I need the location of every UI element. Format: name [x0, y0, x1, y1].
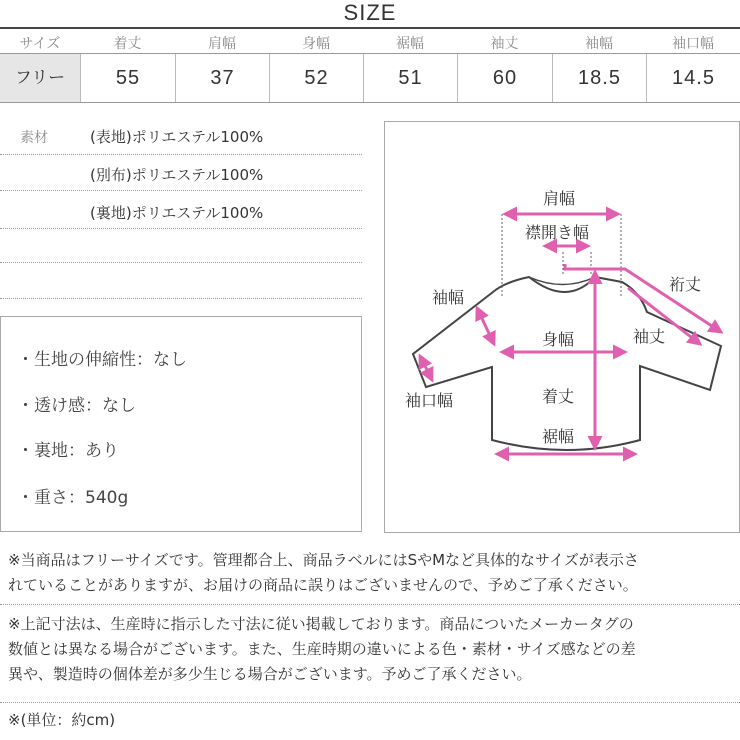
- garment-illustration: [385, 122, 740, 534]
- label-hem: 裾幅: [542, 427, 575, 446]
- header-sleeve-length: 袖丈: [490, 36, 519, 52]
- size-table-header: [0, 33, 740, 53]
- header-size: サイズ: [19, 36, 61, 52]
- size-value: フリー: [0, 54, 80, 102]
- divider: [0, 702, 740, 704]
- material-item: (別布)ポリエステル100%: [90, 166, 264, 184]
- sleeve-width-value: 18.5: [552, 54, 646, 102]
- features-box: [0, 316, 362, 532]
- title-rule: [0, 27, 740, 29]
- header-body-width: 身幅: [302, 36, 330, 52]
- material-item: (表地)ポリエステル100%: [90, 128, 264, 146]
- divider: [0, 190, 362, 192]
- label-cuff: 袖口幅: [405, 391, 454, 410]
- feature-weight: ・重さ：540g: [17, 488, 129, 508]
- note-line: ※上記寸法は、生産時に指示した寸法に従い掲載しております。商品についたメーカータグの: [8, 615, 634, 633]
- divider: [0, 262, 362, 264]
- size-title: SIZE: [343, 0, 397, 25]
- divider: [0, 604, 740, 606]
- feature-lining: ・裏地：あり: [17, 441, 119, 461]
- label-sleeve-width: 袖幅: [432, 288, 465, 307]
- note-free-size: [8, 548, 738, 598]
- length-value: 55: [80, 54, 175, 102]
- header-hem: 裾幅: [396, 36, 424, 52]
- note-line: 数値とは異なる場合がございます。また、生産時期の違いによる色・素材・サイズ感などの差: [8, 640, 636, 658]
- note-line: ※当商品はフリーサイズです。管理都合上、商品ラベルにはSやMなど具体的なサイズが表示さ: [8, 551, 639, 569]
- divider: [0, 228, 362, 230]
- label-length: 着丈: [542, 387, 575, 406]
- label-yuki: 裄丈: [669, 275, 702, 294]
- header-shoulder: 肩幅: [208, 36, 236, 52]
- unit-note: ※(単位：約cm): [8, 711, 116, 729]
- material-label: 素材: [20, 130, 48, 146]
- divider: [0, 154, 362, 156]
- size-table-row: [0, 53, 740, 103]
- note-measurement: [8, 612, 738, 687]
- header-cuff-width: 袖口幅: [672, 36, 714, 52]
- body-width-value: 52: [269, 54, 363, 102]
- feature-stretch: ・生地の伸縮性：なし: [17, 350, 187, 370]
- label-neck: 襟開き幅: [525, 223, 590, 242]
- cuff-width-value: 14.5: [646, 54, 740, 102]
- label-body-width: 身幅: [542, 330, 575, 349]
- note-line: 異や、製造時の個体差が多少生じる場合がございます。予めご了承ください。: [8, 665, 532, 683]
- material-item: (裏地)ポリエステル100%: [90, 204, 264, 222]
- label-sleeve-length: 袖丈: [633, 327, 666, 346]
- note-line: れていることがありますが、お届けの商品に誤りはございませんので、予めご了承ください。: [8, 576, 638, 594]
- header-sleeve-width: 袖幅: [585, 36, 613, 52]
- shoulder-value: 37: [175, 54, 269, 102]
- feature-sheerness: ・透け感：なし: [17, 396, 136, 416]
- label-shoulder: 肩幅: [543, 189, 576, 208]
- divider: [0, 298, 362, 300]
- hem-value: 51: [363, 54, 457, 102]
- header-length: 着丈: [113, 36, 142, 52]
- sleeve-length-value: 60: [457, 54, 552, 102]
- measurement-diagram: [384, 121, 740, 533]
